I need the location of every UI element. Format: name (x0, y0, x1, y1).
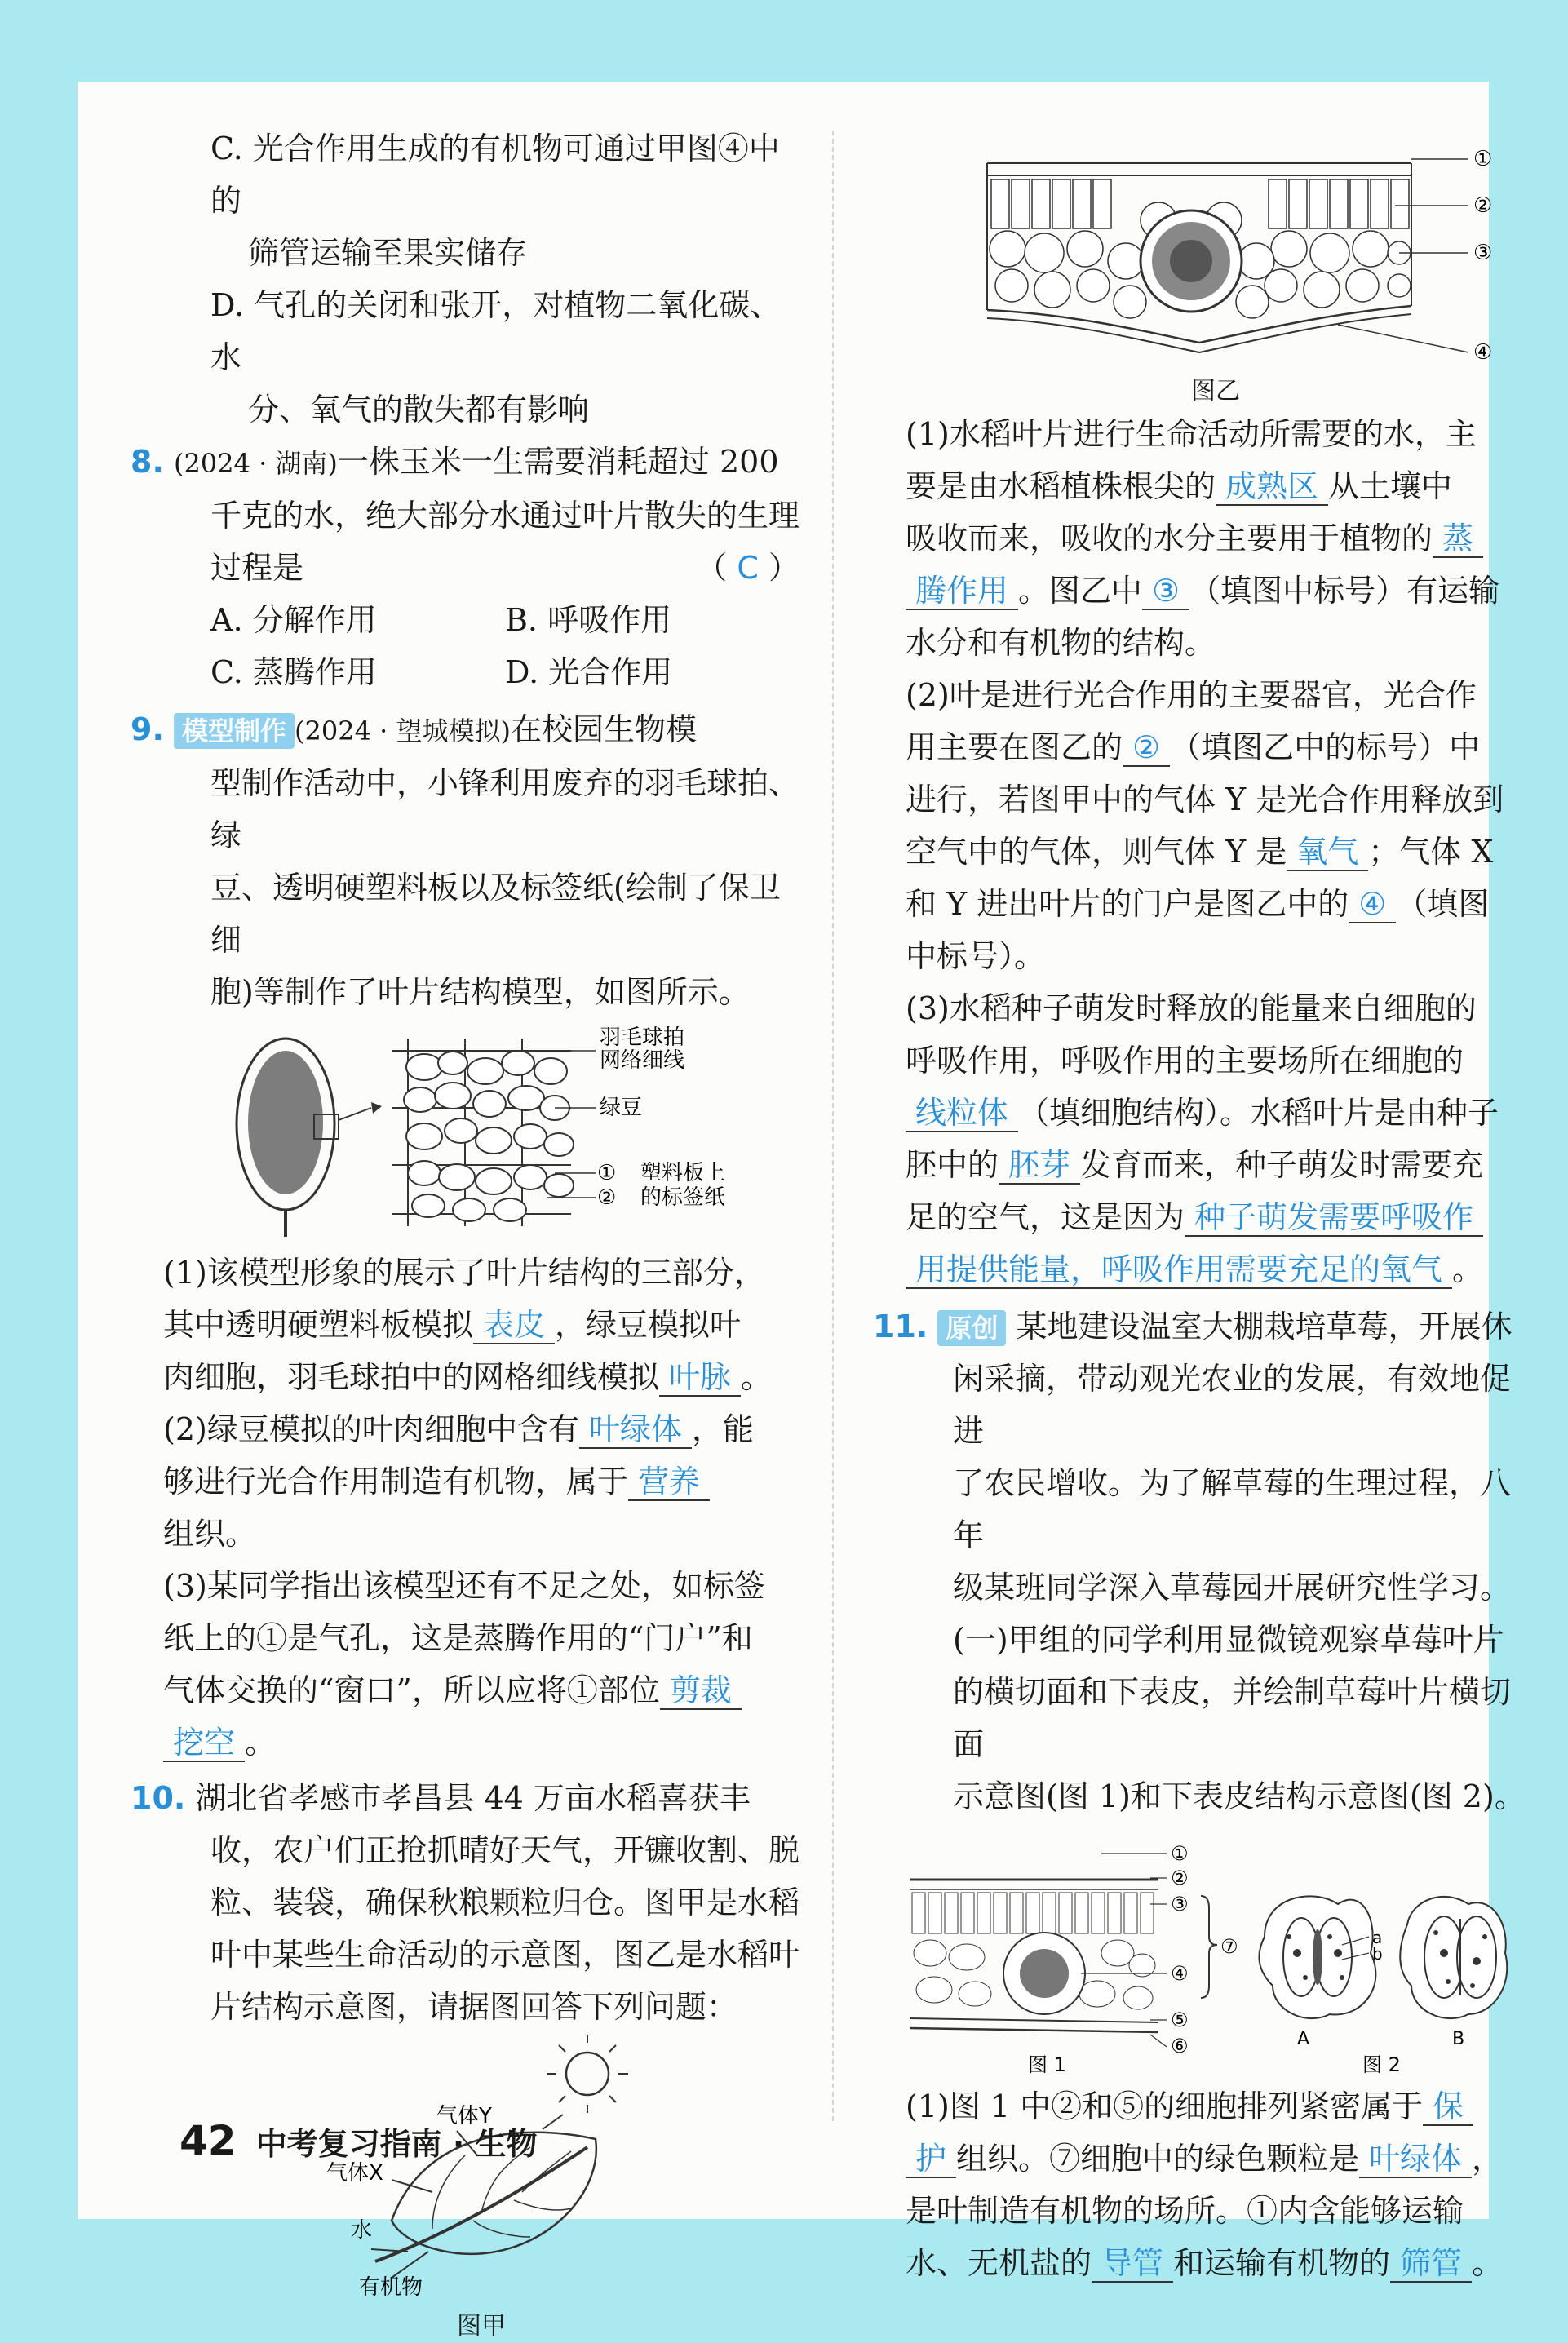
figure-2-stomata (1259, 1896, 1507, 2075)
svg-text:a: a (1372, 1928, 1383, 1947)
book-title: 中考复习指南 · 生物 (255, 2126, 538, 2162)
svg-text:b: b (1372, 1944, 1383, 1964)
q10-2-answer-1: ② (1123, 729, 1170, 767)
q11-tag: 原创 (937, 1310, 1006, 1346)
q9-2-answer-1: 叶绿体 (579, 1411, 692, 1449)
q11-1-answer-2: 叶绿体 (1359, 2141, 1472, 2178)
q9-1-answer-1: 表皮 (473, 1307, 555, 1344)
svg-text:水: 水 (351, 2218, 373, 2243)
svg-text:图 1: 图 1 (1028, 2053, 1066, 2075)
figures-1-2 (906, 1831, 1526, 2075)
page-number: 42 (179, 2117, 237, 2164)
q8-options-row1: A. 分解作用 B. 呼吸作用 (210, 602, 672, 638)
svg-text:的标签纸: 的标签纸 (640, 1185, 726, 1210)
svg-text:羽毛球拍: 羽毛球拍 (600, 1026, 685, 1050)
right-column: ① ② ③ ④ 图乙 (1)水稻叶片进行生命活动所需要的水，主 要是由水稻植株根尖的 成熟区 从土壤中 吸收而来，吸收的水分主要用于植物的 蒸 腾作用 。图乙中 ③ （填图中标号）有运输 水分和有机物的结构。 (2)叶是进行光合作用的主要器官，光合作 用主要在图乙的 ② （填图乙中的标号）中 进行，若图甲中的气体 Y 是光合作用释放到 空气中的气体，则气体 Y 是 氧气 ；气体 X 和 Y 进出叶片的门户是图乙中的 ④ （填图 中标号）。 (3)水稻种子萌发时释放的能量来自细胞的 呼吸作用，呼吸作用的主要场所在细胞的 线粒体 （填细胞结构）。水稻叶片是由种子 胚中的 胚芽 发育而来，种子萌发时需要充 足的空气，这是因为 种子萌发需要呼吸作 用提供能量，呼吸作用需要充足的氧气 。 11. 原创 某地建设温室大棚栽培草莓，开展休 闲采摘，带动观光农业的发展，有效地促进 了农民增收。为了解草莓的生理过程，八年 级某班同学深入草莓园开展研究性学习。 (一)甲组的同学利用显微镜观察草莓叶片 的横切面和下表皮，并绘制草莓叶片横切面 示意图(图 1)和下表皮结构示意图(图 2)。 ① ② ③ ④ ⑤ ⑥ ⑦ 图 1 a b A B 图 2 (1)图 1 中②和⑤的细胞排列紧密属于 保 护 组织。⑦细胞中的绿色颗粒是 叶绿体 ， 是叶制造有机物的场所。①内含能够运输 水、无机盐的 导管 和运输有机物的 筛管 。 (906, 139, 1526, 2289)
figure-yi (955, 139, 1509, 375)
svg-text:④: ④ (1473, 340, 1493, 365)
q8-options-row2: C. 蒸腾作用 D. 光合作用 (210, 654, 673, 690)
q10-1-answer-3: ③ (1142, 573, 1189, 610)
svg-text:⑦: ⑦ (1220, 1935, 1238, 1958)
svg-text:B: B (1452, 2029, 1465, 2049)
question-10: 10. 湖北省孝感市孝昌县 44 万亩水稻喜获丰 (131, 1780, 751, 1816)
svg-text:图 2: 图 2 (1362, 2053, 1401, 2075)
svg-text:A: A (1297, 2029, 1310, 2049)
question-11: 11. 原创 某地建设温室大棚栽培草莓，开展休 (873, 1309, 1513, 1344)
q9-2-answer-2: 营养 (628, 1464, 710, 1501)
leaf-model-figure (196, 1026, 767, 1238)
page-footer (179, 2117, 538, 2164)
svg-text:②: ② (1473, 193, 1493, 218)
question-8: 8. (2024 · 湖南)一株玉米一生需要消耗超过 200 (131, 444, 779, 480)
svg-text:网络细线: 网络细线 (600, 1048, 685, 1073)
svg-text:③: ③ (1473, 241, 1493, 265)
q10-1-answer-2b: 腾作用 (906, 573, 1018, 610)
q10-3-answer-1: 线粒体 (906, 1095, 1018, 1132)
figure-yi-caption: 图乙 (1191, 377, 1240, 405)
svg-text:⑤: ⑤ (1171, 2009, 1189, 2031)
q10-2-answer-2: 氧气 (1287, 834, 1368, 871)
svg-text:③: ③ (1171, 1893, 1189, 1916)
svg-text:①: ① (1171, 1842, 1189, 1865)
q10-1-answer-1: 成熟区 (1216, 468, 1328, 506)
figure-jia-caption: 图甲 (457, 2312, 506, 2341)
svg-text:②: ② (597, 1185, 617, 1210)
svg-text:①: ① (1473, 147, 1493, 171)
q11-1-answer-3: 导管 (1092, 2245, 1173, 2283)
svg-text:④: ④ (1171, 1962, 1189, 1985)
svg-text:有机物: 有机物 (359, 2275, 423, 2300)
svg-text:①: ① (597, 1161, 617, 1185)
column-divider (832, 131, 834, 2121)
q10-3-answer-2: 胚芽 (999, 1147, 1080, 1185)
q9-tag: 模型制作 (174, 713, 295, 749)
figure-jia (294, 2033, 669, 2310)
q7-option-d: D. 气孔的关闭和张开，对植物二氧化碳、水 (210, 287, 782, 375)
q9-3-answer-a: 剪裁 (660, 1672, 742, 1710)
svg-text:气体X: 气体X (326, 2161, 383, 2186)
mung-beans (404, 1051, 574, 1221)
q11-1-answer-1b: 护 (906, 2141, 956, 2178)
q10-2-answer-3: ④ (1349, 886, 1396, 923)
q10-3-answer-3b: 用提供能量，呼吸作用需要充足的氧气 (906, 1251, 1452, 1289)
q8-answer: C (737, 550, 759, 586)
svg-text:⑥: ⑥ (1171, 2035, 1189, 2057)
q11-1-answer-4: 筛管 (1390, 2245, 1472, 2283)
svg-text:②: ② (1171, 1867, 1189, 1889)
q10-1-answer-2a: 蒸 (1433, 520, 1483, 558)
q7-option-c: C. 光合作用生成的有机物可通过甲图④中的 (210, 131, 780, 219)
svg-text:绿豆: 绿豆 (600, 1096, 643, 1120)
q10-3-answer-3a: 种子萌发需要呼吸作 (1185, 1199, 1483, 1237)
figure-1-leaf-section (910, 1842, 1238, 2075)
question-9: 9. 模型制作 (2024 · 望城模拟)在校园生物模 (131, 711, 697, 747)
q9-1-answer-2: 叶脉 (659, 1359, 741, 1397)
q9-3-answer-b: 挖空 (163, 1725, 245, 1762)
svg-text:塑料板上: 塑料板上 (640, 1161, 726, 1185)
q11-1-answer-1a: 保 (1423, 2088, 1473, 2126)
svg-text:气体Y: 气体Y (436, 2104, 492, 2128)
left-column: C. 光合作用生成的有机物可通过甲图④中的 筛管运输至果实储存 D. 气孔的关闭和张开，对植物二氧化碳、水 分、氧气的散失都有影响 8. (2024 · 湖南)一株玉米一生需要消耗超过 200 千克的水，绝大部分水通过叶片散失的生理 过程是 （ C ） A. 分解作用 B. 呼吸作用 C. 蒸腾作用 D. 光合作用 9. 模型制作 (2024 · 望城模拟)在校园生物模 型制作活动中，小锋利用废弃的羽毛球拍、绿 豆、透明硬塑料板以及标签纸(绘制了保卫细 胞)等制作了叶片结构模型，如图所示。 羽毛球拍 网络细线 绿豆 ① ② 塑料板上 的标签纸 (1)该模型形象的展示了叶片结构的三部分， 其中透明硬塑料板模拟 表皮 ，绿豆模拟叶 肉细胞，羽毛球拍中的网格细线模拟 叶脉 。 (2)绿豆模拟的叶肉细胞中含有 叶绿体 ，能 够进行光合作用制造有机物，属于 营养 组织。 (3)某同学指出该模型还有不足之处，如标签 纸上的①是气孔，这是蒸腾作用的“门户”和 气体交换的“窗口”，所以应将①部位 剪裁 挖空 。 10. 湖北省孝感市孝昌县 44 万亩水稻喜获丰 收，农户们正抢抓晴好天气，开镰收割、脱 粒、装袋，确保秋粮颗粒归仓。图甲是水稻 叶中某些生命活动的示意图，图乙是水稻叶 片结构示意图，请据图回答下列问题： 气体Y 气体X 水 有机物 图甲 (163, 122, 800, 2343)
